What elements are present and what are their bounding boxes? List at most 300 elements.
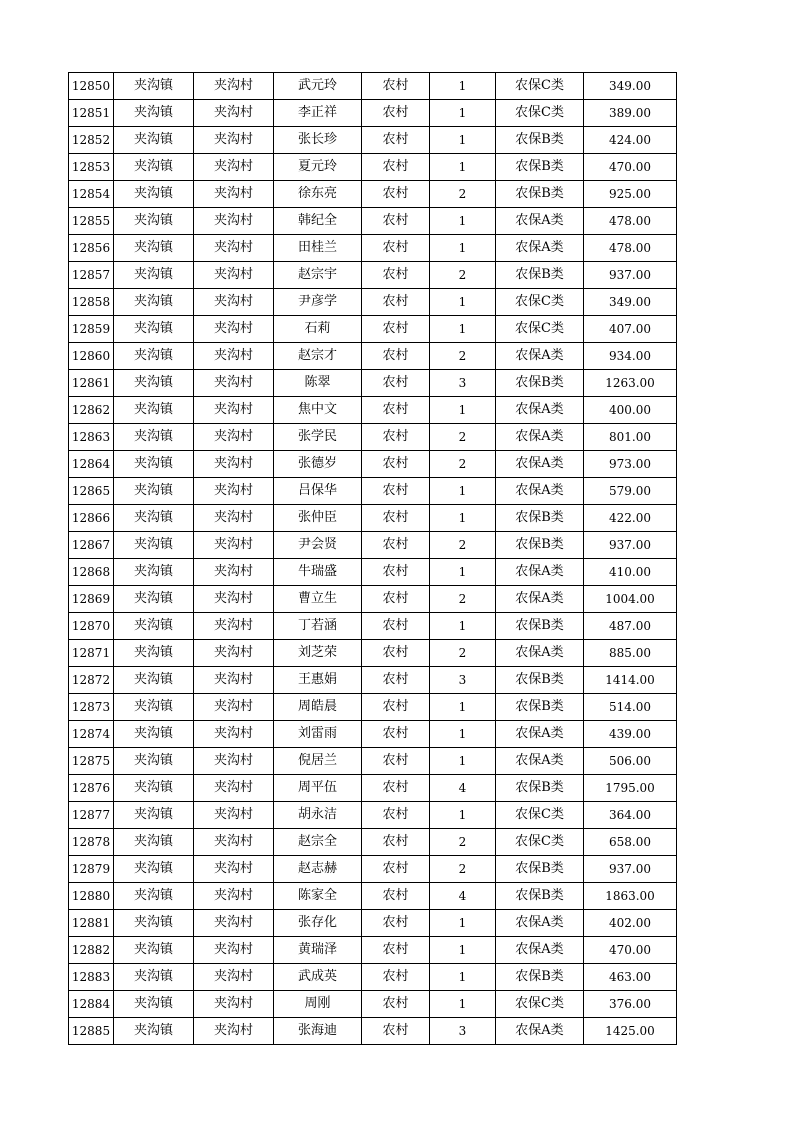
cell-town: 夹沟镇	[114, 262, 194, 289]
cell-village: 夹沟村	[194, 532, 274, 559]
cell-count: 3	[430, 1018, 496, 1045]
cell-count: 2	[430, 181, 496, 208]
cell-type: 农村	[362, 775, 430, 802]
cell-type: 农村	[362, 316, 430, 343]
cell-count: 2	[430, 424, 496, 451]
table-row	[69, 694, 677, 721]
cell-category: 农保B类	[496, 883, 584, 910]
cell-amount: 937.00	[584, 532, 677, 559]
cell-category: 农保A类	[496, 937, 584, 964]
cell-amount: 470.00	[584, 154, 677, 181]
cell-amount: 925.00	[584, 181, 677, 208]
cell-count: 4	[430, 775, 496, 802]
cell-village: 夹沟村	[194, 1018, 274, 1045]
cell-type: 农村	[362, 1018, 430, 1045]
cell-category: 农保A类	[496, 586, 584, 613]
cell-town: 夹沟镇	[114, 829, 194, 856]
table-row	[69, 775, 677, 802]
cell-name: 王惠娟	[274, 667, 362, 694]
cell-town: 夹沟镇	[114, 154, 194, 181]
cell-id: 12867	[69, 532, 114, 559]
data-table	[68, 72, 677, 1045]
cell-amount: 934.00	[584, 343, 677, 370]
table-row	[69, 1018, 677, 1045]
cell-count: 1	[430, 127, 496, 154]
cell-id: 12866	[69, 505, 114, 532]
table-row	[69, 127, 677, 154]
cell-count: 1	[430, 910, 496, 937]
cell-name: 李正祥	[274, 100, 362, 127]
cell-type: 农村	[362, 883, 430, 910]
cell-village: 夹沟村	[194, 181, 274, 208]
cell-town: 夹沟镇	[114, 883, 194, 910]
cell-name: 张海迪	[274, 1018, 362, 1045]
table-row	[69, 424, 677, 451]
cell-village: 夹沟村	[194, 505, 274, 532]
cell-id: 12853	[69, 154, 114, 181]
table-row	[69, 802, 677, 829]
cell-id: 12872	[69, 667, 114, 694]
cell-village: 夹沟村	[194, 235, 274, 262]
cell-village: 夹沟村	[194, 154, 274, 181]
cell-count: 1	[430, 235, 496, 262]
cell-category: 农保A类	[496, 640, 584, 667]
cell-name: 周刚	[274, 991, 362, 1018]
table-row	[69, 370, 677, 397]
cell-town: 夹沟镇	[114, 991, 194, 1018]
cell-village: 夹沟村	[194, 829, 274, 856]
cell-category: 农保A类	[496, 397, 584, 424]
cell-name: 牛瑞盛	[274, 559, 362, 586]
cell-town: 夹沟镇	[114, 775, 194, 802]
cell-name: 赵志赫	[274, 856, 362, 883]
cell-count: 1	[430, 100, 496, 127]
cell-amount: 973.00	[584, 451, 677, 478]
cell-id: 12877	[69, 802, 114, 829]
cell-amount: 400.00	[584, 397, 677, 424]
cell-town: 夹沟镇	[114, 910, 194, 937]
cell-village: 夹沟村	[194, 748, 274, 775]
cell-category: 农保C类	[496, 100, 584, 127]
cell-name: 赵宗才	[274, 343, 362, 370]
cell-category: 农保B类	[496, 532, 584, 559]
cell-town: 夹沟镇	[114, 505, 194, 532]
table-row	[69, 181, 677, 208]
cell-amount: 478.00	[584, 208, 677, 235]
cell-name: 武元玲	[274, 73, 362, 100]
cell-name: 黄瑞泽	[274, 937, 362, 964]
cell-id: 12884	[69, 991, 114, 1018]
cell-id: 12885	[69, 1018, 114, 1045]
table-row	[69, 451, 677, 478]
cell-town: 夹沟镇	[114, 694, 194, 721]
cell-id: 12861	[69, 370, 114, 397]
cell-name: 周平伍	[274, 775, 362, 802]
cell-category: 农保C类	[496, 73, 584, 100]
cell-town: 夹沟镇	[114, 73, 194, 100]
cell-amount: 514.00	[584, 694, 677, 721]
table-row	[69, 937, 677, 964]
cell-category: 农保B类	[496, 127, 584, 154]
cell-village: 夹沟村	[194, 316, 274, 343]
cell-amount: 410.00	[584, 559, 677, 586]
cell-count: 1	[430, 613, 496, 640]
cell-amount: 487.00	[584, 613, 677, 640]
table-row	[69, 154, 677, 181]
cell-type: 农村	[362, 613, 430, 640]
cell-type: 农村	[362, 856, 430, 883]
cell-type: 农村	[362, 478, 430, 505]
cell-town: 夹沟镇	[114, 964, 194, 991]
cell-amount: 376.00	[584, 991, 677, 1018]
cell-name: 吕保华	[274, 478, 362, 505]
cell-amount: 407.00	[584, 316, 677, 343]
cell-name: 赵宗全	[274, 829, 362, 856]
cell-town: 夹沟镇	[114, 586, 194, 613]
cell-category: 农保C类	[496, 289, 584, 316]
cell-count: 1	[430, 991, 496, 1018]
table-row	[69, 721, 677, 748]
cell-id: 12864	[69, 451, 114, 478]
cell-type: 农村	[362, 667, 430, 694]
table-row	[69, 73, 677, 100]
cell-id: 12878	[69, 829, 114, 856]
cell-type: 农村	[362, 802, 430, 829]
cell-id: 12883	[69, 964, 114, 991]
cell-name: 刘雷雨	[274, 721, 362, 748]
cell-name: 石莉	[274, 316, 362, 343]
cell-name: 胡永洁	[274, 802, 362, 829]
cell-category: 农保B类	[496, 370, 584, 397]
cell-type: 农村	[362, 127, 430, 154]
cell-count: 2	[430, 640, 496, 667]
cell-category: 农保B类	[496, 154, 584, 181]
cell-id: 12882	[69, 937, 114, 964]
cell-id: 12855	[69, 208, 114, 235]
cell-type: 农村	[362, 289, 430, 316]
cell-amount: 506.00	[584, 748, 677, 775]
table-row	[69, 478, 677, 505]
cell-amount: 579.00	[584, 478, 677, 505]
cell-type: 农村	[362, 154, 430, 181]
cell-count: 3	[430, 370, 496, 397]
table-row	[69, 262, 677, 289]
cell-amount: 1004.00	[584, 586, 677, 613]
cell-category: 农保A类	[496, 478, 584, 505]
cell-village: 夹沟村	[194, 586, 274, 613]
cell-id: 12880	[69, 883, 114, 910]
cell-name: 陈翠	[274, 370, 362, 397]
cell-amount: 937.00	[584, 262, 677, 289]
cell-type: 农村	[362, 910, 430, 937]
cell-name: 尹会贤	[274, 532, 362, 559]
cell-name: 陈家全	[274, 883, 362, 910]
cell-type: 农村	[362, 721, 430, 748]
cell-amount: 478.00	[584, 235, 677, 262]
cell-village: 夹沟村	[194, 991, 274, 1018]
cell-id: 12857	[69, 262, 114, 289]
cell-amount: 463.00	[584, 964, 677, 991]
cell-id: 12852	[69, 127, 114, 154]
cell-village: 夹沟村	[194, 883, 274, 910]
cell-village: 夹沟村	[194, 937, 274, 964]
cell-type: 农村	[362, 532, 430, 559]
cell-town: 夹沟镇	[114, 343, 194, 370]
cell-category: 农保B类	[496, 613, 584, 640]
cell-id: 12871	[69, 640, 114, 667]
cell-town: 夹沟镇	[114, 181, 194, 208]
cell-category: 农保C类	[496, 316, 584, 343]
cell-town: 夹沟镇	[114, 127, 194, 154]
cell-id: 12854	[69, 181, 114, 208]
table-row	[69, 289, 677, 316]
table-body	[69, 73, 677, 1045]
cell-id: 12876	[69, 775, 114, 802]
cell-town: 夹沟镇	[114, 532, 194, 559]
cell-type: 农村	[362, 262, 430, 289]
table-row	[69, 856, 677, 883]
cell-village: 夹沟村	[194, 856, 274, 883]
cell-id: 12879	[69, 856, 114, 883]
cell-amount: 470.00	[584, 937, 677, 964]
cell-type: 农村	[362, 235, 430, 262]
cell-count: 2	[430, 262, 496, 289]
cell-village: 夹沟村	[194, 397, 274, 424]
cell-name: 曹立生	[274, 586, 362, 613]
cell-village: 夹沟村	[194, 370, 274, 397]
cell-count: 2	[430, 343, 496, 370]
cell-count: 3	[430, 667, 496, 694]
cell-amount: 389.00	[584, 100, 677, 127]
cell-village: 夹沟村	[194, 100, 274, 127]
table-row	[69, 235, 677, 262]
cell-type: 农村	[362, 343, 430, 370]
cell-town: 夹沟镇	[114, 289, 194, 316]
table-row	[69, 316, 677, 343]
cell-type: 农村	[362, 451, 430, 478]
cell-town: 夹沟镇	[114, 1018, 194, 1045]
table-row	[69, 343, 677, 370]
cell-count: 1	[430, 208, 496, 235]
cell-category: 农保A类	[496, 910, 584, 937]
cell-category: 农保A类	[496, 721, 584, 748]
cell-type: 农村	[362, 964, 430, 991]
cell-count: 1	[430, 397, 496, 424]
cell-id: 12881	[69, 910, 114, 937]
cell-id: 12868	[69, 559, 114, 586]
cell-count: 1	[430, 73, 496, 100]
cell-id: 12865	[69, 478, 114, 505]
table-row	[69, 586, 677, 613]
cell-id: 12859	[69, 316, 114, 343]
cell-village: 夹沟村	[194, 721, 274, 748]
cell-id: 12869	[69, 586, 114, 613]
cell-town: 夹沟镇	[114, 856, 194, 883]
table-row	[69, 667, 677, 694]
cell-count: 1	[430, 559, 496, 586]
cell-village: 夹沟村	[194, 127, 274, 154]
cell-name: 夏元玲	[274, 154, 362, 181]
cell-amount: 801.00	[584, 424, 677, 451]
cell-name: 倪居兰	[274, 748, 362, 775]
cell-type: 农村	[362, 370, 430, 397]
cell-id: 12856	[69, 235, 114, 262]
cell-amount: 658.00	[584, 829, 677, 856]
cell-amount: 1414.00	[584, 667, 677, 694]
cell-category: 农保A类	[496, 424, 584, 451]
cell-town: 夹沟镇	[114, 316, 194, 343]
cell-amount: 349.00	[584, 289, 677, 316]
cell-type: 农村	[362, 559, 430, 586]
cell-category: 农保B类	[496, 667, 584, 694]
cell-type: 农村	[362, 505, 430, 532]
cell-amount: 424.00	[584, 127, 677, 154]
cell-amount: 422.00	[584, 505, 677, 532]
cell-amount: 439.00	[584, 721, 677, 748]
cell-type: 农村	[362, 208, 430, 235]
cell-count: 1	[430, 316, 496, 343]
cell-village: 夹沟村	[194, 424, 274, 451]
cell-name: 韩纪全	[274, 208, 362, 235]
cell-name: 张存化	[274, 910, 362, 937]
cell-village: 夹沟村	[194, 964, 274, 991]
table-row	[69, 883, 677, 910]
cell-town: 夹沟镇	[114, 478, 194, 505]
cell-amount: 1863.00	[584, 883, 677, 910]
cell-village: 夹沟村	[194, 289, 274, 316]
cell-village: 夹沟村	[194, 775, 274, 802]
table-row	[69, 910, 677, 937]
cell-village: 夹沟村	[194, 613, 274, 640]
cell-town: 夹沟镇	[114, 559, 194, 586]
cell-amount: 885.00	[584, 640, 677, 667]
cell-name: 田桂兰	[274, 235, 362, 262]
cell-category: 农保A类	[496, 235, 584, 262]
cell-count: 1	[430, 505, 496, 532]
cell-category: 农保A类	[496, 559, 584, 586]
cell-count: 2	[430, 829, 496, 856]
cell-town: 夹沟镇	[114, 748, 194, 775]
cell-id: 12851	[69, 100, 114, 127]
table-row	[69, 640, 677, 667]
cell-name: 徐东亮	[274, 181, 362, 208]
cell-town: 夹沟镇	[114, 613, 194, 640]
cell-type: 农村	[362, 991, 430, 1018]
cell-type: 农村	[362, 586, 430, 613]
table-row	[69, 964, 677, 991]
cell-town: 夹沟镇	[114, 100, 194, 127]
cell-category: 农保C类	[496, 829, 584, 856]
cell-amount: 349.00	[584, 73, 677, 100]
cell-village: 夹沟村	[194, 451, 274, 478]
cell-id: 12870	[69, 613, 114, 640]
cell-id: 12850	[69, 73, 114, 100]
cell-id: 12874	[69, 721, 114, 748]
cell-count: 2	[430, 451, 496, 478]
cell-name: 张学民	[274, 424, 362, 451]
table-row	[69, 505, 677, 532]
cell-id: 12875	[69, 748, 114, 775]
cell-type: 农村	[362, 829, 430, 856]
cell-id: 12860	[69, 343, 114, 370]
cell-type: 农村	[362, 181, 430, 208]
cell-count: 1	[430, 748, 496, 775]
cell-village: 夹沟村	[194, 640, 274, 667]
cell-name: 赵宗宇	[274, 262, 362, 289]
cell-type: 农村	[362, 937, 430, 964]
cell-town: 夹沟镇	[114, 208, 194, 235]
cell-town: 夹沟镇	[114, 397, 194, 424]
cell-count: 1	[430, 289, 496, 316]
cell-name: 周皓晨	[274, 694, 362, 721]
cell-count: 4	[430, 883, 496, 910]
cell-count: 1	[430, 937, 496, 964]
cell-town: 夹沟镇	[114, 640, 194, 667]
cell-type: 农村	[362, 397, 430, 424]
cell-category: 农保A类	[496, 1018, 584, 1045]
cell-town: 夹沟镇	[114, 424, 194, 451]
table-row	[69, 613, 677, 640]
cell-amount: 364.00	[584, 802, 677, 829]
cell-count: 1	[430, 154, 496, 181]
cell-id: 12873	[69, 694, 114, 721]
cell-count: 2	[430, 532, 496, 559]
cell-category: 农保B类	[496, 964, 584, 991]
cell-count: 1	[430, 694, 496, 721]
cell-name: 张德岁	[274, 451, 362, 478]
cell-town: 夹沟镇	[114, 370, 194, 397]
cell-village: 夹沟村	[194, 559, 274, 586]
cell-category: 农保B类	[496, 856, 584, 883]
table-row	[69, 991, 677, 1018]
cell-village: 夹沟村	[194, 343, 274, 370]
cell-count: 1	[430, 802, 496, 829]
table-row	[69, 100, 677, 127]
cell-category: 农保A类	[496, 748, 584, 775]
cell-category: 农保C类	[496, 991, 584, 1018]
cell-name: 丁若涵	[274, 613, 362, 640]
cell-category: 农保B类	[496, 775, 584, 802]
cell-name: 张仲臣	[274, 505, 362, 532]
cell-category: 农保B类	[496, 181, 584, 208]
cell-village: 夹沟村	[194, 802, 274, 829]
cell-name: 武成英	[274, 964, 362, 991]
cell-amount: 1795.00	[584, 775, 677, 802]
table-row	[69, 532, 677, 559]
cell-category: 农保A类	[496, 208, 584, 235]
cell-count: 2	[430, 586, 496, 613]
cell-name: 焦中文	[274, 397, 362, 424]
cell-category: 农保B类	[496, 505, 584, 532]
cell-village: 夹沟村	[194, 667, 274, 694]
cell-type: 农村	[362, 694, 430, 721]
cell-village: 夹沟村	[194, 910, 274, 937]
cell-village: 夹沟村	[194, 262, 274, 289]
cell-village: 夹沟村	[194, 694, 274, 721]
cell-amount: 402.00	[584, 910, 677, 937]
cell-amount: 1425.00	[584, 1018, 677, 1045]
cell-id: 12858	[69, 289, 114, 316]
cell-village: 夹沟村	[194, 73, 274, 100]
cell-count: 1	[430, 721, 496, 748]
cell-type: 农村	[362, 748, 430, 775]
cell-count: 1	[430, 478, 496, 505]
cell-category: 农保B类	[496, 694, 584, 721]
cell-town: 夹沟镇	[114, 721, 194, 748]
cell-name: 刘芝荣	[274, 640, 362, 667]
cell-name: 尹彦学	[274, 289, 362, 316]
cell-category: 农保A类	[496, 343, 584, 370]
